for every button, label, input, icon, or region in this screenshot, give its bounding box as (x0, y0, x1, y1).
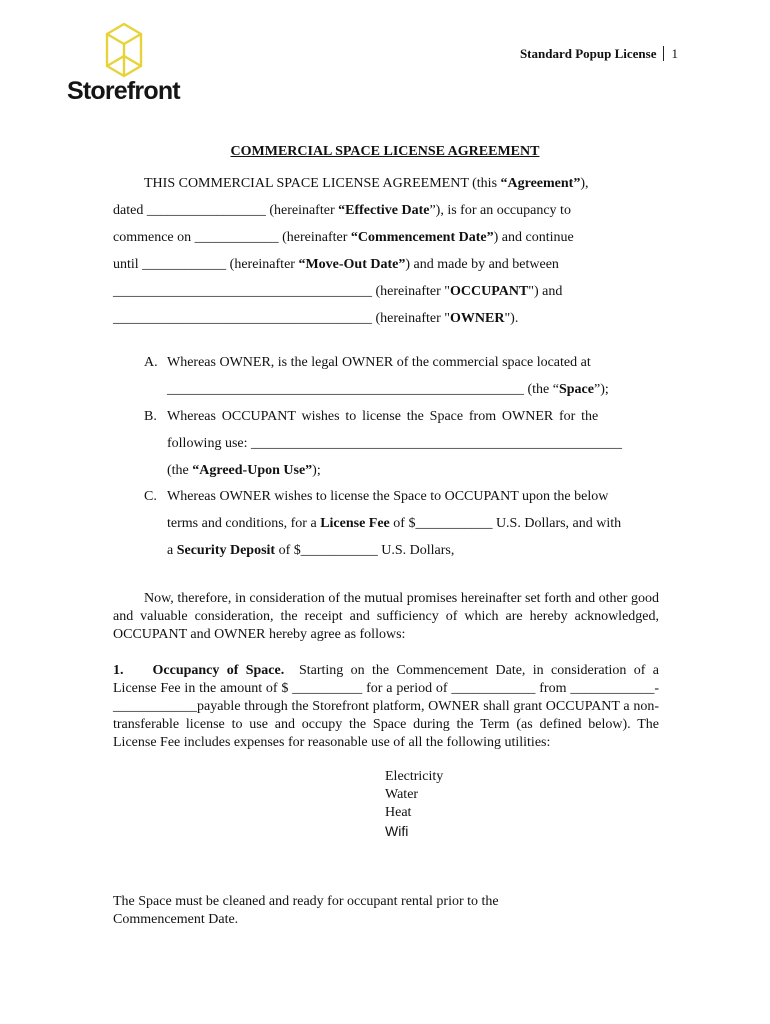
recital-a-line-2: ___________________________________________________ (the “Space”); (167, 382, 609, 397)
list-item: Heat (385, 805, 412, 820)
intro-line-5: _____________________________________ (hereinafter "OCCUPANT") and (113, 284, 563, 299)
recital-c-marker: C. (144, 489, 157, 504)
intro-line-4: until ____________ (hereinafter “Move-Out Date”) and made by and between (113, 257, 559, 272)
header-label: Standard Popup License (519, 46, 657, 61)
section-1-number: 1. (113, 663, 124, 678)
list-item: Water (385, 787, 419, 802)
brand-wordmark: Storefront (67, 77, 180, 105)
section-1-paragraph (113, 662, 659, 752)
utilities-list (385, 768, 443, 840)
intro-line-6: _____________________________________ (hereinafter "OWNER"). (113, 311, 519, 326)
recital-c-line-2: terms and conditions, for a License Fee of $___________ U.S. Dollars, and with (167, 516, 622, 531)
recital-b-line-2: following use: _____________________________________________________ (167, 436, 622, 451)
cleaning-note: The Space must be cleaned and ready for occupant rental prior to the Commencement Date. (113, 894, 499, 927)
list-item: Electricity (385, 769, 444, 784)
page-number: 1 (671, 46, 678, 61)
intro-line-3: commence on ____________ (hereinafter “Commencement Date”) and continue (113, 230, 574, 245)
recital-b-line-1: Whereas OCCUPANT wishes to license the Space from OWNER for the (167, 409, 599, 424)
recital-c-line-3: a Security Deposit of $___________ U.S. Dollars, (167, 543, 455, 558)
document-title: COMMERCIAL SPACE LICENSE AGREEMENT (230, 144, 540, 159)
recital-a-line-1: Whereas OWNER, is the legal OWNER of the commercial space located at (167, 355, 591, 370)
storefront-logo-icon (104, 22, 144, 78)
recital-a-marker: A. (144, 355, 158, 370)
recital-b-marker: B. (144, 409, 157, 424)
header-divider (663, 46, 664, 61)
section-1-text: Starting on the Commencement Date, in consideration of a License Fee in the amount of $ __________ for a period of ____________ from ____________- ____________payable through the Storefront platform, OWNER shall grant OCCUPANT a non-transferable license to use and occupy the Space during the Term (as defined below). The License Fee includes expenses for reasonable use of all the following utilities: (113, 663, 659, 750)
page-header (520, 46, 678, 62)
now-therefore-paragraph: Now, therefore, in consideration of the mutual promises hereinafter set forth and other good and valuable consideration, the receipt and sufficiency of which are hereby acknowledged, OCCUPANT and OWNER hereby agree as follows: (113, 591, 659, 642)
list-item: Wifi (385, 823, 409, 839)
intro-line-2: dated _________________ (hereinafter “Effective Date”), is for an occupancy to (113, 203, 571, 218)
intro-line-1: THIS COMMERCIAL SPACE LICENSE AGREEMENT (this “Agreement”), (144, 176, 589, 191)
recital-b-line-3: (the “Agreed-Upon Use”); (167, 463, 321, 478)
recital-c-line-1: Whereas OWNER wishes to license the Space to OCCUPANT upon the below (167, 489, 609, 504)
section-1-heading: Occupancy of Space. (152, 663, 285, 678)
